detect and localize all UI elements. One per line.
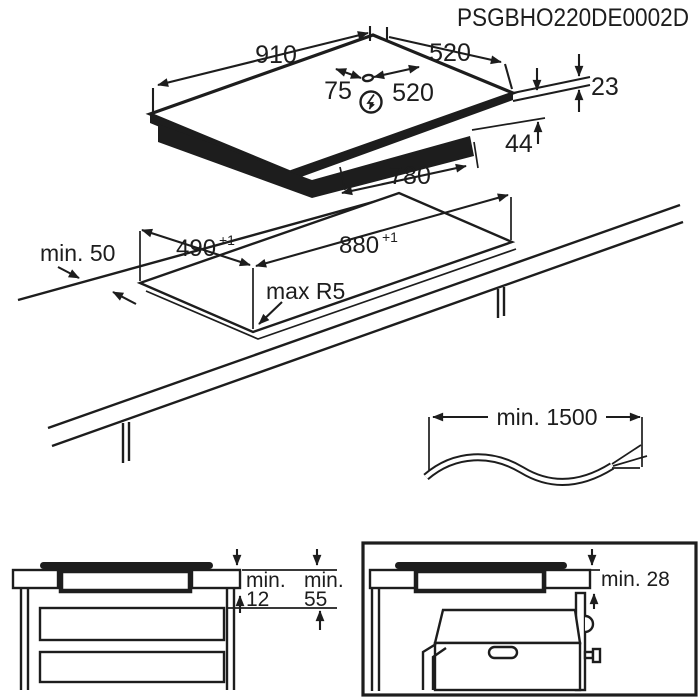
hob-top-diagram: [150, 26, 619, 198]
ext-line-780-right: [474, 142, 478, 168]
dim-label-min50: min. 50: [40, 240, 116, 266]
dim-label-520-inlet: 520: [392, 79, 434, 107]
oven-handle: [489, 647, 517, 658]
dim-label-max-r5: max R5: [266, 278, 346, 304]
dim-label-min28: min. 28: [601, 568, 670, 591]
drawer-front-lower: [40, 652, 224, 682]
dim-label-min55-value: 55: [304, 588, 328, 611]
dim-label-23: 23: [591, 73, 619, 101]
cabinet-section-diagram: [13, 549, 344, 690]
fixing-screw-shaft: [585, 652, 593, 658]
hob-body-section: [61, 571, 190, 591]
drawer-front-upper: [40, 608, 224, 640]
worktop-right-section: [545, 570, 590, 588]
dim-label-min12-min: min.: [246, 569, 286, 592]
dim-label-910: 910: [255, 41, 297, 69]
fixing-screw-cap: [593, 649, 600, 662]
product-code: PSGBHO220DE0002D: [457, 4, 689, 32]
dim-arrow-min50-outer: [58, 267, 79, 278]
dim-label-490: 490: [176, 235, 217, 262]
worktop-left-section: [370, 570, 416, 588]
oven-clearance-diagram: [363, 543, 696, 695]
dim-label-880: 880: [339, 232, 380, 259]
body-bottom-ref-line: [472, 118, 545, 130]
dim-label-min12-value: 12: [246, 588, 270, 611]
dim-label-520-top: 520: [429, 39, 471, 67]
worktop-left-section: [13, 570, 58, 588]
power-connection-icon: [361, 92, 382, 113]
dim-label-490-tolerance: +1: [219, 232, 235, 248]
hob-body-section: [416, 571, 544, 591]
dim-label-880-tolerance: +1: [382, 229, 398, 245]
hob-glass-section: [40, 562, 213, 569]
dim-arrow-min50-inner: [113, 292, 136, 304]
cable-diagram: [426, 404, 647, 482]
power-cable-core: [426, 457, 612, 482]
ext-tick: [505, 64, 512, 89]
worktop-right-section: [192, 570, 240, 588]
hinge-bump: [585, 616, 593, 632]
dim-label-780: 780: [389, 162, 431, 190]
dim-label-min1500: min. 1500: [496, 404, 598, 430]
hob-glass-section: [395, 562, 567, 569]
mains-inlet-hole: [363, 74, 374, 82]
dim-label-min55-min: min.: [304, 569, 344, 592]
oven-top-face: [435, 610, 580, 643]
dim-label-44: 44: [505, 130, 533, 158]
dim-label-75: 75: [324, 77, 352, 105]
